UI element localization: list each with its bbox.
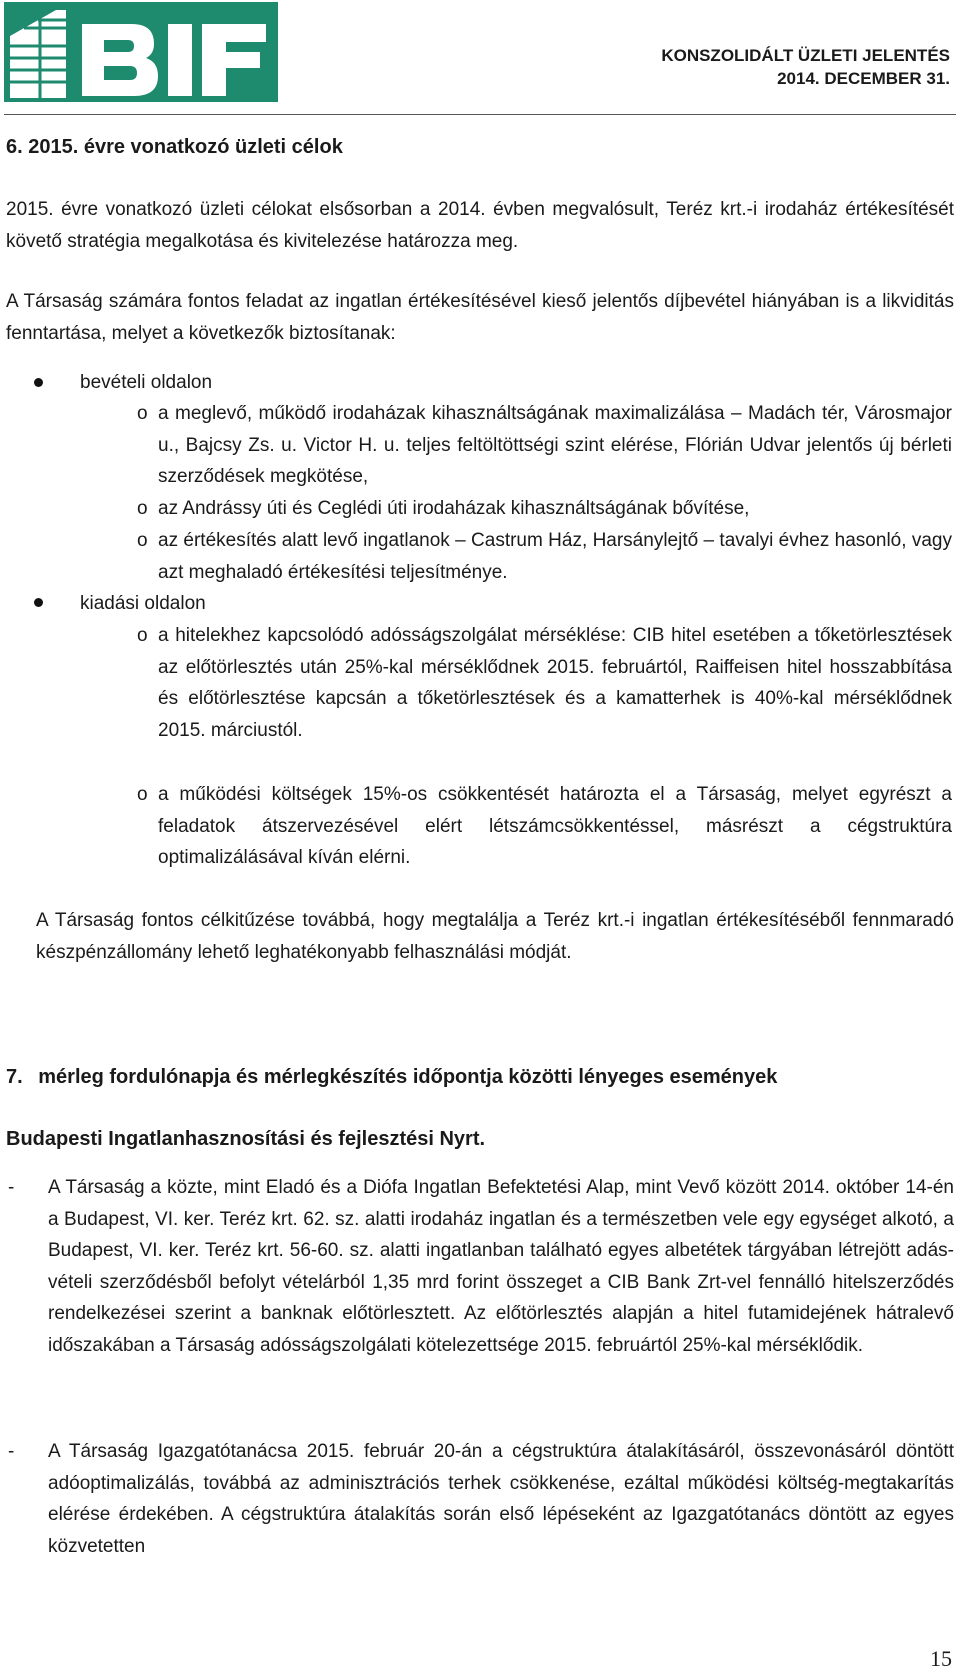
liquidity-intro: A Társaság számára fontos feladat az ingatlan értékesítésével kieső jelentős díjbevétel hiányában is a likviditás fenntartása, melyet a következők biztosítanak: [6, 291, 954, 344]
income-item-2: az Andrássy úti és Ceglédi úti irodaházak kihasználtságának bővítése, [158, 498, 750, 519]
page-number: 15 [930, 1646, 952, 1671]
expense-item-2: a működési költségek 15%-os csökkentését határozta el a Társaság, melyet egyrészt a feladatok átszervezésével elért létszámcsökkentéssel, másrészt a cégstruktúra optimalizálásával kíván elérni. [158, 784, 952, 868]
section-6-title: 6. 2015. évre vonatkozó üzleti célok [6, 136, 343, 158]
bif-logo [4, 2, 278, 102]
event-1: A Társaság a közte, mint Eladó és a Diófa Ingatlan Befektetési Alap, mint Vevő között 2014. október 14-én a Budapest, VI. ker. Teréz krt. 62. sz. alatti irodaház ingatlan és a természetben vele egy egységet alkotó, a Budapest, VI. ker. Teréz krt. 56-60. sz. alatti ingatlanban található egyes albetétek tárgyában létrejött adás-vételi szerződésből befolyt vételárból 1,35 mrd forint összeget a CIB Bank Zrt-vel fennálló hitelszerződés rendelkezései szerint a banknak előtörlesztett. Az előtörlesztés alapján a hitel futamidejének hátralevő időszakában a Társaság adósságszolgálati kötelezettsége 2015. februártól 25%-kal mérséklődik. [48, 1177, 954, 1356]
report-title: KONSZOLIDÁLT ÜZLETI JELENTÉS [661, 46, 950, 65]
expense-item-1: a hitelekhez kapcsolódó adósságszolgálat mérséklése: CIB hitel esetében a tőketörlesztések az előtörlesztés után 25%-kal mérséklődnek 2015. februártól, Raiffeisen hitel hosszabbítása és előtörlesztése kapcsán a tőketörlesztések és a kamatterhek is 40%-kal mérséklődnek 2015. márciustól. [158, 625, 952, 741]
income-label: bevételi oldalon [80, 372, 213, 393]
section-6-intro: 2015. évre vonatkozó üzleti célokat elsősorban a 2014. évben megvalósult, Teréz krt.-i irodaház értékesítését követő stratégia megalkotása és kivitelezése határozza meg. [6, 199, 954, 252]
income-item-3: az értékesítés alatt levő ingatlanok – Castrum Ház, Harsánylejtő – tavalyi évhez hasonló, vagy azt meghaladó értékesítési teljesítménye. [158, 530, 952, 583]
section-7-number: 7. [6, 1066, 23, 1088]
report-date: 2014. DECEMBER 31. [777, 69, 950, 88]
sub-bullet-icon: o [137, 625, 148, 646]
sub-bullet-icon: o [137, 498, 148, 519]
expense-label: kiadási oldalon [80, 593, 206, 614]
section-7-heading: mérleg fordulónapja és mérlegkészítés időpontja közötti lényeges események [38, 1066, 778, 1088]
report-header [661, 44, 950, 90]
sub-bullet-icon: o [137, 403, 148, 424]
dash-bullet-icon: - [8, 1441, 15, 1462]
sub-bullet-icon: o [137, 784, 148, 805]
income-item-1: a meglevő, működő irodaházak kihasználtságának maximalizálása – Madách tér, Városmajor u., Bajcsy Zs. u. Victor H. u. teljes feltöltöttségi szint elérése, Flórián Udvar jelentős új bérleti szerződések megkötése, [158, 403, 952, 487]
section-7-title [6, 1066, 777, 1089]
bullet-icon [34, 598, 43, 607]
company-name: Budapesti Ingatlanhasznosítási és fejlesztési Nyrt. [6, 1128, 486, 1150]
building-logo-icon [4, 2, 278, 102]
goal-paragraph: A Társaság fontos célkitűzése továbbá, hogy megtalálja a Teréz krt.-i ingatlan értékesítéséből fennmaradó készpénzállomány lehető leghatékonyabb felhasználási módját. [36, 910, 954, 963]
header-divider [4, 114, 956, 115]
event-2: A Társaság Igazgatótanácsa 2015. február 20-án a cégstruktúra átalakításáról, összevonásáról döntött adóoptimalizálás, továbbá az adminisztrációs terhek csökkenése, ezáltal működési költség-megtakarítás elérése érdekében. A cégstruktúra átalakítás során első lépéseként az Igazgatótanács döntött az egyes közvetetten [48, 1441, 954, 1557]
dash-bullet-icon: - [8, 1177, 15, 1198]
sub-bullet-icon: o [137, 530, 148, 551]
bullet-icon [34, 378, 43, 387]
